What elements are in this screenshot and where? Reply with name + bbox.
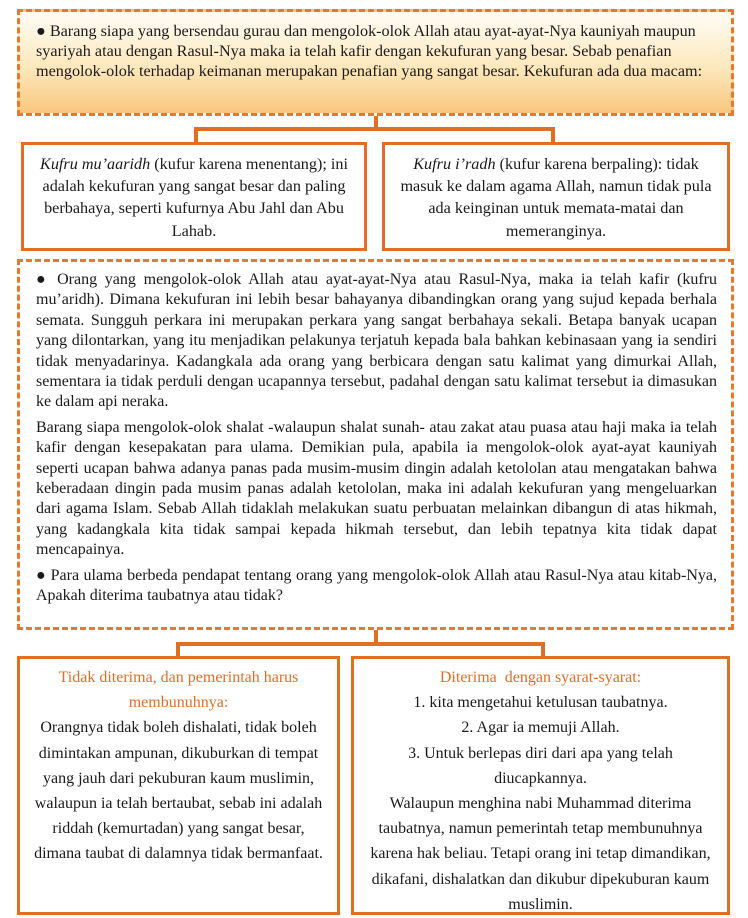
connector-bottom-bar [176,642,544,646]
intro-paragraph: Barang siapa yang bersendau gurau dan mengolok-olok Allah atau ayat-ayat-Nya kauniyah maupun syariyah atau dengan Rasul-Nya maka ia telah kafir dengan kekufuran yang besar. Sebab penafian mengolok-olok terhadap keimanan merupakan penafian yang sangat besar. Kekufuran ada dua macam: [36,22,703,81]
bullet-icon: ● [36,22,46,40]
kufru-muaaridh-description: (kufur karena menentang); ini adalah kekufuran yang sangat besar dan paling berbahaya, seperti kufurnya Abu Jahl dan Abu Lahab. [42,155,348,240]
kufru-muaaridh-text [34,153,354,242]
explanation-paragraph-3 [36,566,717,607]
condition-2: 2. Agar ia memuji Allah. [461,719,620,737]
kufru-iradh-text [395,153,717,242]
connector-bottom-right [541,642,545,657]
kufru-iradh-term: Kufru i’radh [413,155,496,173]
paragraph-3-text: Para ulama berbeda pendapat tentang orang yang mengolok-olok Allah atau Rasul-Nya atau kitab-Nya, Apakah diterima taubatnya atau tidak? [36,566,717,605]
bullet-icon: ● [36,271,50,288]
explanation-paragraph-1 [36,270,717,413]
kufru-iradh-description: (kufur karena berpaling): tidak masuk ke dalam agama Allah, namun tidak pula ada keinginan untuk memata-matai dan memeranginya. [400,155,712,240]
condition-1: 1. kita mengetahui ketulusan taubatnya. [413,694,668,712]
explanation-paragraph-2: Barang siapa mengolok-olok shalat -walaupun shalat sunah- atau zakat atau puasa atau haji maka ia telah kafir dengan kesepakatan para ulama. Demikian pula, apabila ia mengolok-olok ayat-ayat kauniyah seperti ucapan bahwa adanya panas pada musim-musim dingin adalah ketololan atau mengatakan bahwa keberadaan dingin pada musim panas adalah ketololan, maka ini adalah kekufuran yang mengeluarkan dari agama Islam. Sebab Allah tidaklah melakukan suatu perbuatan melainkan dibangun di atas hikmah, yang kadangkala kita tidak sampai kepada hikmah tersebut, dan lebih tepatnya kita tidak dapat mencapainya. [36,418,717,559]
accepted-box [351,656,730,915]
intro-text [36,21,717,82]
condition-3: 3. Untuk berlepas diri dari apa yang telah diucapkannya. [408,744,673,787]
connector-top-right [551,127,555,143]
kufru-muaaridh-term: Kufru mu’aaridh [40,155,151,173]
explanation-box [17,259,734,630]
paragraph-1-text: Orang yang mengolok-olok Allah atau ayat-ayat-Nya atau Rasul-Nya, maka ia telah kafir (kufru mu’aridh). Dimana kekufuran ini lebih besar bahayanya dibandingkan orang yang sujud kepada berhala semata. Sungguh perkara ini merupakan perkara yang sangat berbahaya sekali. Betapa banyak ucapan yang dilontarkan, yang itu menjadikan pelakunya terjatuh kepada bala bahkan kebinasaan yang ia sendiri tidak menyadarinya. Kadangkala ada orang yang berbicara dengan satu kalimat yang dimurkai Allah, sementara ia tidak perduli dengan ucapannya tersebut, padahal dengan satu kalimat tersebut ia dimasukan ke dalam api neraka. [36,271,718,411]
not-accepted-text: Orangnya tidak boleh dishalati, tidak boleh dimintakan ampunan, dikuburkan di tempat yang jauh dari pekuburan kaum muslimin, walaupun ia telah bertaubat, sebab ini adalah riddah (kemurtadan) yang sangat besar, dimana taubat di dalamnya tidak bermanfaat. [34,719,323,863]
accepted-heading: Diterima dengan syarat-syarat: [439,669,642,686]
connector-bottom-left [176,642,180,657]
connector-top-bar [194,127,554,131]
intro-box [17,9,734,116]
accepted-text: Walaupun menghina nabi Muhammad diterima taubatnya, namun pemerintah tetap membunuhnya karena hak beliau. Tetapi orang ini tetap dimandikan, dikafani, dishalatkan dan dikubur dipekuburan kaum muslimin. [370,795,711,913]
bullet-icon: ● [36,566,47,584]
not-accepted-box [17,656,340,915]
kufru-muaaridh-box [21,142,367,251]
connector-top-left [194,127,198,143]
kufru-iradh-box [382,142,730,251]
not-accepted-heading: Tidak diterima, dan pemerintah harus membunuhnya: [58,669,299,712]
